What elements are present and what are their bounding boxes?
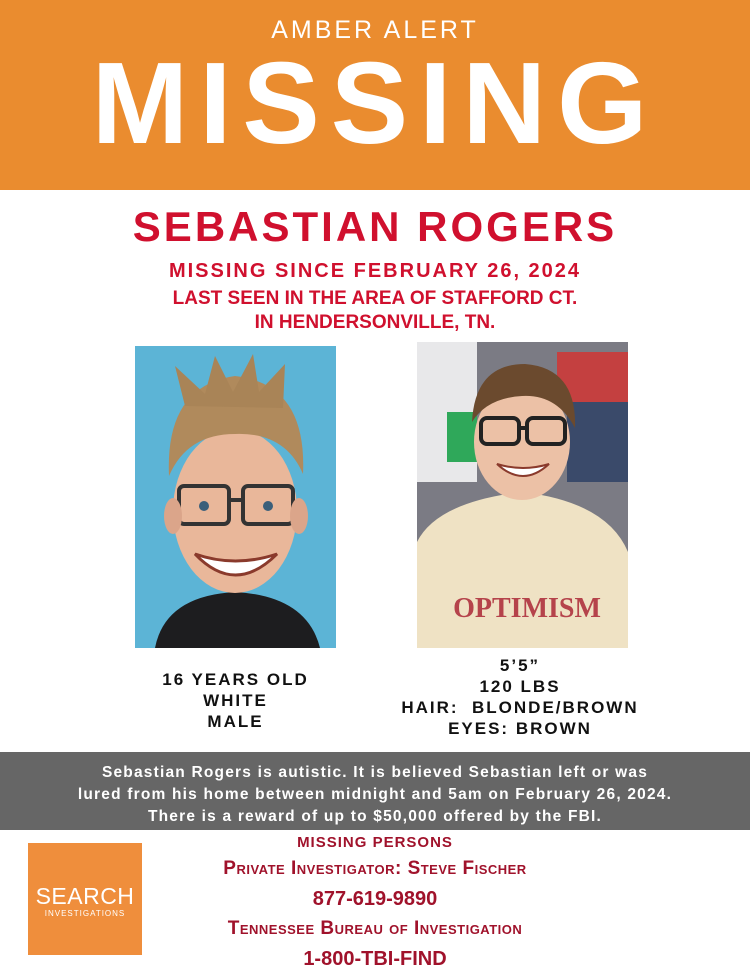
last-seen-line-1: LAST SEEN IN THE AREA OF STAFFORD CT.	[172, 288, 578, 309]
header-banner	[0, 0, 750, 190]
photo-candid	[417, 342, 628, 648]
portrait-illustration-1	[135, 346, 336, 648]
pi-label: Private Investigator: Steve Fischer	[223, 858, 527, 879]
search-investigations-logo	[28, 843, 142, 955]
tbi-phone: 1-800-TBI-FIND	[303, 948, 447, 970]
last-seen-line-2: IN HENDERSONVILLE, TN.	[254, 312, 496, 333]
sex: MALE	[207, 712, 264, 731]
weight: 120 LBS	[479, 677, 561, 696]
last-seen-location	[0, 287, 750, 335]
sweatshirt-text: OPTIMISM	[453, 593, 601, 624]
age: 16 YEARS OLD	[162, 670, 309, 689]
eyes: EYES: BROWN	[448, 719, 592, 738]
portrait-illustration-2	[417, 342, 628, 648]
details-left	[135, 669, 336, 732]
photo-id-portrait	[135, 346, 336, 648]
logo-subtitle: INVESTIGATIONS	[44, 909, 126, 918]
missing-persons-heading: MISSING PERSONS	[297, 834, 453, 851]
missing-title: MISSING	[91, 38, 659, 168]
notice-bar	[0, 752, 750, 830]
missing-since: MISSING SINCE FEBRUARY 26, 2024	[168, 260, 582, 282]
amber-alert-label: AMBER ALERT	[271, 16, 479, 44]
details-right	[385, 655, 655, 739]
notice-line-2: lured from his home between midnight and 5am on February 26, 2024.	[77, 786, 673, 803]
logo-word: SEARCH	[35, 883, 135, 909]
contact-info	[150, 832, 600, 974]
pi-phone: 877-619-9890	[312, 888, 438, 910]
notice-line-1: Sebastian Rogers is autistic. It is believed Sebastian left or was	[101, 764, 649, 781]
hair: HAIR: BLONDE/BROWN	[401, 698, 639, 717]
person-name: SEBASTIAN ROGERS	[132, 203, 618, 250]
tbi-label: Tennessee Bureau of Investigation	[227, 918, 523, 939]
race: WHITE	[203, 691, 268, 710]
height: 5’5”	[499, 656, 541, 675]
notice-line-3: There is a reward of up to $50,000 offered by the FBI.	[147, 808, 603, 825]
